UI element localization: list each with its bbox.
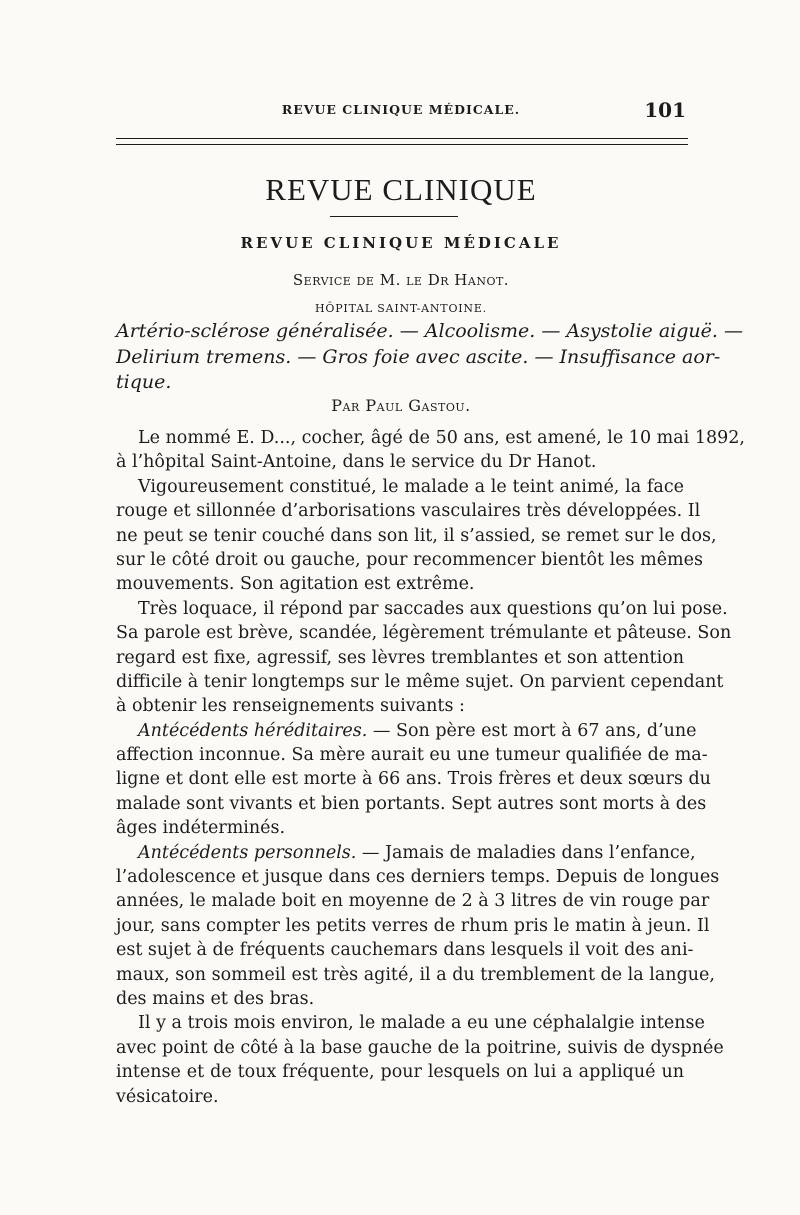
text-line: rouge et sillonnée d’arborisations vasculaires très développées. Il bbox=[116, 501, 701, 522]
text-line: vésicatoire. bbox=[116, 1086, 219, 1107]
running-head bbox=[116, 98, 686, 122]
text-line: maux, son sommeil est très agité, il a du tremblement de la langue, bbox=[116, 964, 715, 985]
text-line: années, le malade boit en moyenne de 2 à 3 litres de vin rouge par bbox=[116, 891, 710, 912]
text-line: ne peut se tenir couché dans son lit, il s’assied, se remet sur le dos, bbox=[116, 525, 717, 546]
text-line: Le nommé E. D..., cocher, âgé de 50 ans, est amené, le 10 mai 1892, bbox=[138, 428, 745, 448]
text-line: est sujet à de fréquents cauchemars dans lesquels il voit des ani- bbox=[116, 940, 694, 961]
hospital-line: HÔPITAL SAINT-ANTOINE. bbox=[315, 302, 487, 315]
text-line: Vigoureusement constitué, le malade a le teint animé, la face bbox=[138, 476, 684, 497]
header-rule bbox=[116, 138, 688, 145]
text-line: à l’hôpital Saint-Antoine, dans le service du Dr Hanot. bbox=[116, 452, 597, 473]
text-line: à obtenir les renseignements suivants : bbox=[116, 696, 465, 717]
text-line: avec point de côté à la base gauche de la poitrine, suivis de dyspnée bbox=[116, 1037, 724, 1058]
text-line: ligne et dont elle est morte à 66 ans. Trois frères et deux sœurs du bbox=[116, 769, 711, 790]
subject-line: Delirium tremens. — Gros foie avec ascite. — Insuffisance aor- bbox=[116, 345, 721, 368]
paragraph-heading: Antécédents héréditaires. bbox=[138, 720, 368, 741]
text-run: — Son père est mort à 67 ans, d’une bbox=[367, 720, 697, 741]
text-line: jour, sans compter les petits verres de rhum pris le matin à jeun. Il bbox=[116, 915, 710, 936]
text-line bbox=[116, 719, 697, 743]
page-number: 101 bbox=[644, 98, 686, 122]
text-line: Sa parole est brève, scandée, légèrement trémulante et pâteuse. Son bbox=[116, 623, 732, 644]
article-body bbox=[116, 426, 745, 1109]
author-line: Par Paul Gastou. bbox=[331, 396, 471, 415]
text-line: intense et de toux fréquente, pour lesquels on lui a appliqué un bbox=[116, 1062, 684, 1083]
text-line: affection inconnue. Sa mère aurait eu une tumeur qualifiée de ma- bbox=[116, 745, 708, 766]
text-line: âges indéterminés. bbox=[116, 818, 286, 839]
text-line: Il y a trois mois environ, le malade a eu une céphalalgie intense bbox=[138, 1013, 705, 1034]
text-run: — Jamais de maladies dans l’enfance, bbox=[356, 842, 696, 863]
text-line: difficile à tenir longtemps sur le même sujet. On parvient cependant bbox=[116, 671, 724, 692]
service-line: Service de M. le Dr Hanot. bbox=[292, 271, 510, 289]
text-line: regard est fixe, agressif, ses lèvres tremblantes et son attention bbox=[116, 647, 684, 668]
case-subject bbox=[116, 319, 743, 396]
text-line: des mains et des bras. bbox=[116, 988, 315, 1009]
subject-line: tique. bbox=[116, 371, 172, 393]
subject-line: Artério-sclérose généralisée. — Alcoolisme. — Asystolie aiguë. — bbox=[116, 320, 743, 342]
running-title: REVUE CLINIQUE MÉDICALE. bbox=[281, 102, 521, 117]
text-line: sur le côté droit ou gauche, pour recommencer bientôt les mêmes bbox=[116, 549, 703, 570]
text-line: mouvements. Son agitation est extrême. bbox=[116, 574, 475, 595]
paragraph-heading: Antécédents personnels. bbox=[138, 842, 357, 863]
text-line bbox=[116, 841, 696, 865]
page-title: REVUE CLINIQUE bbox=[265, 172, 537, 207]
section-heading: REVUE CLINIQUE MÉDICALE bbox=[240, 234, 562, 252]
text-line: malade sont vivants et bien portants. Sept autres sont morts à des bbox=[116, 793, 707, 814]
text-line: Très loquace, il répond par saccades aux questions qu’on lui pose. bbox=[138, 598, 728, 619]
title-rule bbox=[330, 216, 458, 217]
text-line: l’adolescence et jusque dans ces derniers temps. Depuis de longues bbox=[116, 867, 720, 888]
